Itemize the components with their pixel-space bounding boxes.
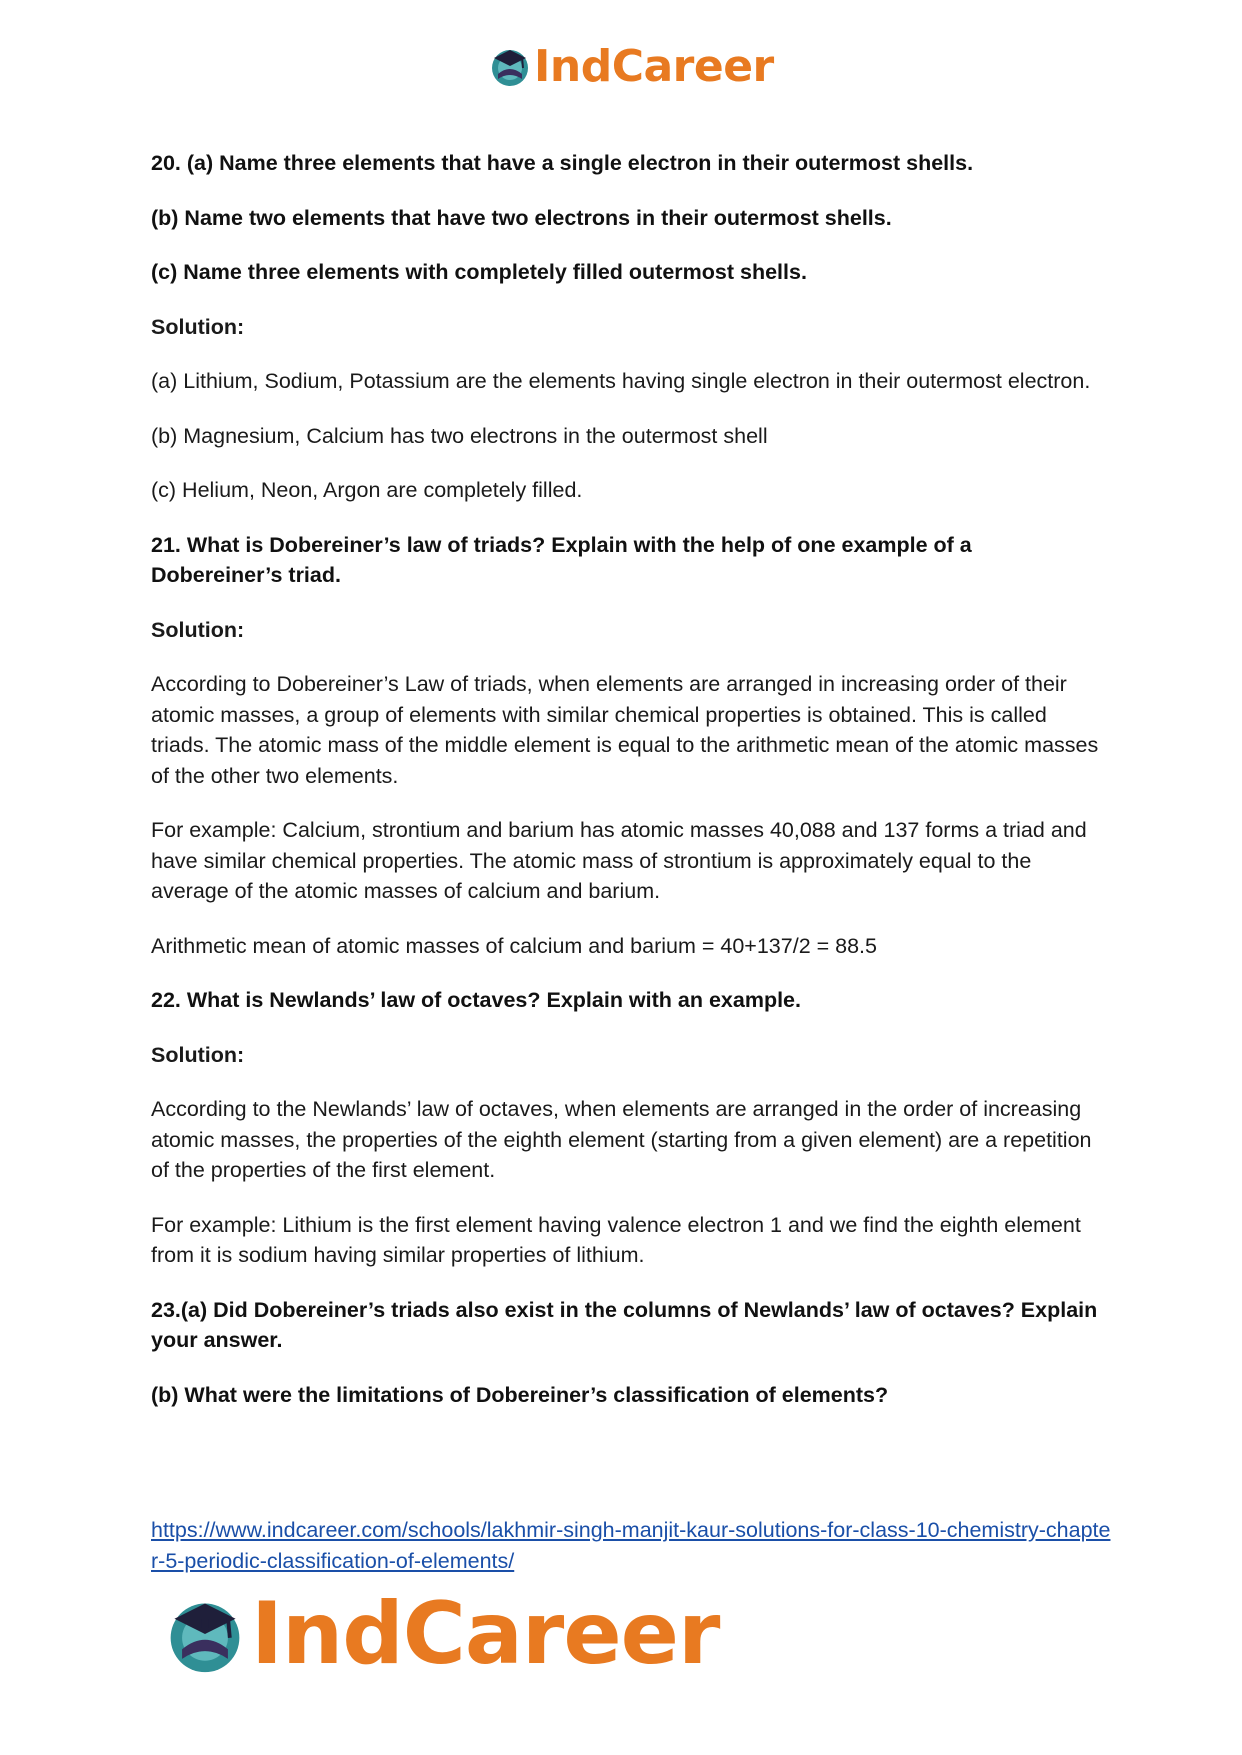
answer-text: For example: Calcium, strontium and barium has atomic masses 40,088 and 137 forms a triad and have similar chemical properties. The atomic mass of strontium is approximately equal to the average of the atomic masses of calcium and barium.	[151, 818, 1087, 903]
question-text: 23.(a) Did Dobereiner’s triads also exist in the columns of Newlands’ law of octaves? Explain your answer.	[151, 1297, 1098, 1352]
answer-text: (b) Magnesium, Calcium has two electrons in the outermost shell	[151, 423, 768, 448]
graduation-cap-globe-icon	[163, 1592, 247, 1676]
brand-name: IndCareer	[251, 1584, 720, 1684]
answer-text: According to the Newlands’ law of octaves, when elements are arranged in the order of increasing atomic masses, the properties of the eighth element (starting from a given element) are a repetition of the properties of the first element.	[151, 1097, 1092, 1182]
solution-heading: Solution:	[151, 617, 245, 642]
question-text: 22. What is Newlands’ law of octaves? Explain with an example.	[151, 988, 801, 1012]
question-text: 21. What is Dobereiner’s law of triads? Explain with the help of one example of a Dobereiner’s triad.	[151, 532, 972, 587]
answer-text: (a) Lithium, Sodium, Potassium are the elements having single electron in their outermost electron.	[151, 369, 1091, 393]
solution-heading: Solution:	[151, 314, 245, 339]
question-text: (c) Name three elements with completely filled outermost shells.	[151, 260, 807, 284]
source-link[interactable]: https://www.indcareer.com/schools/lakhmir-singh-manjit-kaur-solutions-for-class-10-chemistry-chapter-5-periodic-classification-of-elements/	[151, 1518, 1111, 1573]
answer-text: According to Dobereiner’s Law of triads, when elements are arranged in increasing order of their atomic masses, a group of elements with similar chemical properties is obtained. This is called triads. The atomic mass of the middle element is equal to the arithmetic mean of the atomic masses of the other two elements.	[151, 672, 1099, 788]
brand-name: IndCareer	[534, 40, 774, 92]
question-text: (b) What were the limitations of Dobereiner’s classification of elements?	[151, 1382, 889, 1407]
question-text: (b) Name two elements that have two electrons in their outermost shells.	[151, 205, 892, 230]
document-body	[151, 148, 1101, 1434]
header-logo	[488, 40, 774, 92]
answer-text: Arithmetic mean of atomic masses of calcium and barium = 40+137/2 = 88.5	[151, 933, 877, 958]
footer-logo	[163, 1586, 719, 1682]
graduation-cap-globe-icon	[488, 44, 532, 88]
question-text: 20. (a) Name three elements that have a single electron in their outermost shells.	[151, 151, 974, 175]
answer-text: (c) Helium, Neon, Argon are completely filled.	[151, 478, 583, 502]
answer-text: For example: Lithium is the first element having valence electron 1 and we find the eighth element from it is sodium having similar properties of lithium.	[151, 1212, 1081, 1267]
solution-heading: Solution:	[151, 1042, 245, 1067]
